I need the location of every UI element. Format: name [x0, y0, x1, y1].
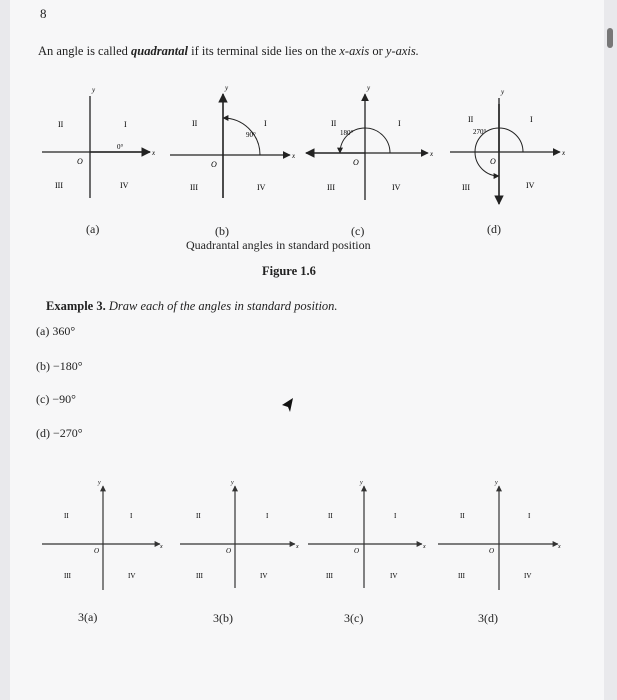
quadrant-iii: III — [55, 181, 63, 190]
quadrant-i: I — [398, 119, 401, 128]
angle-label: 90° — [246, 131, 256, 139]
quadrant-ii: II — [64, 512, 69, 520]
figure-1-6-diagrams — [10, 80, 604, 240]
quadrant-ii: II — [328, 512, 333, 520]
quadrant-iii: III — [190, 183, 198, 192]
quadrant-i: I — [130, 512, 133, 520]
term-quadrantal: quadrantal — [131, 44, 188, 58]
part-value: 360° — [52, 324, 76, 338]
grid-label-3b: 3(b) — [213, 611, 233, 625]
part-value: −180° — [53, 359, 83, 373]
quadrant-ii: II — [192, 119, 198, 128]
origin-label: O — [77, 157, 83, 166]
part-value: −90° — [52, 392, 76, 406]
grid-label-3a: 3(a) — [78, 610, 98, 624]
x-axis-term: x-axis — [339, 44, 370, 58]
quadrant-iv: IV — [524, 572, 532, 580]
quadrant-iii: III — [196, 572, 203, 580]
intro-after: if its terminal side lies on the — [188, 44, 340, 58]
angle-label: 180° — [340, 129, 354, 137]
x-axis-label: x — [152, 149, 156, 157]
scrollbar[interactable] — [607, 28, 613, 48]
y-axis-label: y — [225, 84, 229, 92]
quadrant-iii: III — [327, 183, 335, 192]
quadrant-i: I — [264, 119, 267, 128]
answer-grids — [10, 470, 604, 590]
y-axis-label: y — [360, 480, 363, 486]
diagram-b — [170, 84, 296, 198]
example-instruction: Draw each of the angles in standard position. — [108, 299, 338, 313]
grid-label-3d: 3(d) — [478, 611, 498, 625]
page-number: 8 — [40, 6, 47, 21]
y-axis-label: y — [98, 480, 101, 486]
quadrant-ii: II — [196, 512, 201, 520]
quadrant-iii: III — [326, 572, 333, 580]
quadrant-i: I — [124, 120, 127, 129]
origin-label: O — [490, 157, 496, 166]
intro-before: An angle is called — [38, 44, 132, 58]
quadrant-iv: IV — [392, 183, 401, 192]
example-label: Example 3. — [46, 299, 106, 313]
grid-3d — [438, 480, 561, 590]
part-a — [36, 324, 75, 339]
mouse-cursor-icon — [281, 397, 295, 413]
x-axis-label: x — [423, 544, 426, 550]
quadrant-iv: IV — [257, 183, 266, 192]
quadrant-i: I — [394, 512, 397, 520]
diagram-a — [42, 86, 156, 198]
document-page — [10, 0, 604, 700]
grid-3a — [42, 480, 163, 590]
y-axis-label: y — [92, 86, 96, 94]
sublabel-d: (d) — [487, 222, 501, 236]
y-axis-label: y — [367, 84, 371, 92]
x-axis-label: x — [558, 544, 561, 550]
intro-or: or — [369, 44, 386, 58]
quadrant-iii: III — [458, 572, 465, 580]
y-axis-label: y — [231, 480, 234, 486]
quadrant-iv: IV — [120, 181, 129, 190]
sublabel-b: (b) — [215, 224, 229, 238]
angle-label: 0° — [117, 143, 124, 151]
origin-label: O — [489, 547, 495, 555]
y-axis-label: y — [501, 88, 505, 96]
part-label: (d) — [36, 426, 50, 440]
intro-sentence — [38, 44, 419, 59]
sublabel-c: (c) — [351, 224, 365, 238]
part-label: (a) — [36, 324, 50, 338]
part-c — [36, 392, 76, 407]
quadrant-i: I — [530, 115, 533, 124]
x-axis-label: x — [430, 150, 434, 158]
quadrant-ii: II — [58, 120, 64, 129]
sublabel-a: (a) — [86, 222, 100, 236]
origin-label: O — [94, 547, 100, 555]
part-d — [36, 426, 83, 441]
origin-label: O — [354, 547, 360, 555]
angle-label: 270° — [473, 128, 487, 136]
grid-3c — [308, 480, 426, 588]
quadrant-iii: III — [64, 572, 71, 580]
quadrant-i: I — [266, 512, 269, 520]
quadrant-i: I — [528, 512, 531, 520]
origin-label: O — [211, 160, 217, 169]
part-label: (b) — [36, 359, 50, 373]
x-axis-label: x — [296, 544, 299, 550]
quadrant-iii: III — [462, 183, 470, 192]
example-heading — [46, 299, 338, 314]
quadrant-iv: IV — [128, 572, 136, 580]
quadrant-ii: II — [460, 512, 465, 520]
quadrant-iv: IV — [260, 572, 268, 580]
quadrant-ii: II — [331, 119, 337, 128]
quadrant-iv: IV — [390, 572, 398, 580]
diagram-d — [450, 88, 566, 204]
part-value: −270° — [53, 426, 83, 440]
origin-label: O — [353, 158, 359, 167]
quadrant-iv: IV — [526, 181, 535, 190]
y-axis-term: y-axis. — [385, 44, 419, 58]
figure-caption: Quadrantal angles in standard position — [186, 238, 371, 252]
x-axis-label: x — [562, 149, 566, 157]
part-label: (c) — [36, 392, 50, 406]
x-axis-label: x — [292, 152, 296, 160]
grid-label-3c: 3(c) — [344, 611, 364, 625]
figure-title: Figure 1.6 — [262, 264, 316, 278]
part-b — [36, 359, 83, 374]
quadrant-ii: II — [468, 115, 474, 124]
x-axis-label: x — [160, 544, 163, 550]
diagram-c — [306, 84, 434, 200]
origin-label: O — [226, 547, 232, 555]
y-axis-label: y — [495, 480, 498, 486]
grid-3b — [180, 480, 299, 588]
